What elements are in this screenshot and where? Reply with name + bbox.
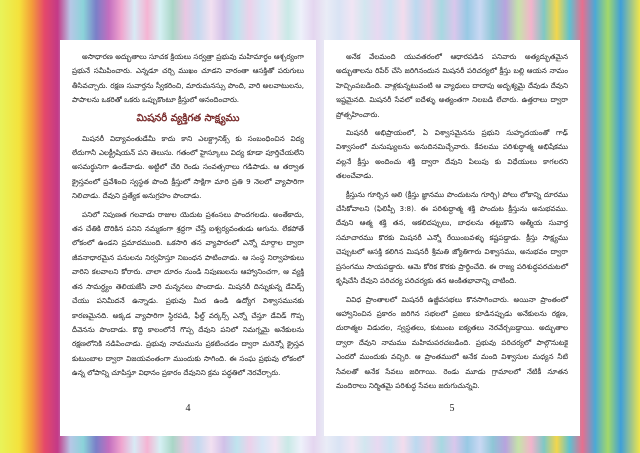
page-number-left: 4 xyxy=(185,403,191,414)
right-paragraph-2: మిషనరీ అభిప్రాయంలో, ఏ విశ్వాసమైనను ప్రభుని సుహృదయంతో గాఢ్ విశ్వాసంలో మనుష్యులను అనుదినమిచ్చేవారు. కేవలము పరిశుద్ధాత్మ అభిషేకము వల్లనే క్రీస్తు అందించు శక్తి ద్వారా దేవుని పిలుపు కు విధేయులు కాగలరని తలంచేవాడు. xyxy=(336,128,568,181)
left-paragraph-3: పనిలో నిపుణత గలవాడు రాజుల యెదుట ప్రశంసలు పొందగలడు. అంతేకాదు, తన చేతికి దొరికిన పనిని నమ్మకంగా శ్రద్ధగా చేస్తే ఐశ్వర్యవంతుడు అగును. లేకపోతే లోకంలో ఉండని ప్రమాదముంది. ఒకసారి తన వ్యాపారంలో ఎన్నో మార్గాల ద్వారా జీవనాధారమైన పనులను నిర్వహిస్తూ నిబంధన పాటించాడు. ఆ సంస్థ నిర్వాహకులు వారిని కలవాలని కోరారు. చాలా దూరం నుండి నిపుణులను ఆహ్వానించగా, ఆ వ్యక్తి తన సామర్థ్యం తెలియజేసి వారి మన్ననలు పొందాడు. మిషనరీ దిన్నుకున్న డేవిడ్స్ చేయు పనిమీదనే ఉన్నాడు. ప్రభువు మీద ఉండి ఉద్యోగ విశ్వాసమునకు కారణమైనది. అక్కడ వ్యాపారిగా స్థిరపడి, ఫీల్డ్ వర్కర్స్ ఎన్నో చేస్తూ డేవిడ్ గొప్ప దీవెనను పొందాడు. కొద్ది కాలంలోనే గొప్ప దేవుని పనిలో నిమగ్నమై అనేకులను రక్షణలోనికి నడిపించాడు. ప్రభువు నామమును ప్రకటించడం ద్వారా మరెన్నో క్రైస్తవ కుటుంబాల ద్వారా విజయవంతంగా ముందుకు సాగింది. ఈ సంఘ ప్రభువు లోకంలో ఉన్న లోపాన్ని చూపిస్తూ విధానం ప్రకారం దేవునిని క్రమ పద్ధతిలో నెరవేర్చారు. xyxy=(72,209,304,378)
right-page xyxy=(324,40,580,436)
page-number-right: 5 xyxy=(449,403,455,414)
right-paragraph-3: క్రీస్తును గూర్చిన ఆలి (క్రీస్తు జ్ఞానము పొందుటను గూర్చి) పోలు లోకాన్ని దూరము చేసికోవాలని (ఫిలిప్పీ 3:8). ఈ పరిశుద్ధాత్మ శక్తి పొందుట క్రీస్తును అనుభవము. దేవుని ఆత్మ శక్తి తన, ఆకలిదప్పులు, బాధలను తట్టుకొని ఆత్మీయ సువార్త సమాచారము కొరకు మిషనరీ ఎన్నో రేయింబవళ్ళు కష్టపడ్డాడు. క్రీస్తు సాక్ష్యము చెప్పుటలో ఆసక్తి కలిగిన మిషనరీ శ్రీమతి జ్యోతిగారు విశ్వాసము, అనుభవం ద్వారా ప్రసంగము సాయపడ్డారు. ఆమె కోరిక కొరకు ప్రార్థించేది. ఈ రాజ్య పరిశుద్ధపరచుటలో కృషిచేసి దేవుని పరిచర్య పరిచర్యకు తన అంకితభావాన్ని చాటింది. xyxy=(336,189,568,286)
section-heading: మిషనరీ వ్యక్తిగత సాక్ష్యము xyxy=(136,112,240,124)
left-page xyxy=(60,40,316,436)
left-paragraph-2: మిషనరీ విద్యావంతుడేమీ కాదు కాని ఎలక్ట్రానిక్స్ కు సంబంధించిన విద్య లేదుగానీ ఎలక్ట్రీషియన్ పని తెలుసు. గతంలో హైస్కూలు విద్య కూడా పూర్తిచేయలేని అసమర్థునిగా ఉండేవాడు. అట్టిలో చేరి రెండు సంవత్సరాలు గడిపాడు. ఆ తర్వాత క్రైస్తవంలో ప్రవేశించి స్వస్థత పొంది క్రీస్తులో సాక్షిగా మారి ప్రతి 9 నెలలో వ్యాపారిగా నిలిచాడు. దేవుని ప్రత్యేక అనుగ్రహం పొందాడు. xyxy=(72,133,304,201)
right-paragraph-4: వివిధ ప్రాంతాలలో మిషనరీ ఉజ్జీవసభలు కొనసాగించారు. అయినా ప్రాంతంలో ఆహ్వానించిన ప్రకారం జరిగిన సభలలో ప్రజలు కూడినప్పుడు అనేకులను రక్షణ, దురాత్మల విడుదల, స్వస్థతలు, కుటుంబ ఐక్యతలు నెరవేర్చబడ్డాయి. అద్భుతాల ద్వారా దేవుని నామము మహిమపరచబడింది. ప్రభువు పరిచర్యలో పాల్గొనుటకై ఎందరో ముందుకు వచ్చిరి. ఆ ప్రాంతములో అనేక మంది విశ్వాసుల మధ్యన నీటి సేవలతో అనేక సేవలు జరిగాయి. రెండు మూడు గ్రామాలలో నేటికీ నూతన మందిరాలు నిర్మితమై పరిశుద్ధ సేవలు జరుగుచున్నవి. xyxy=(336,294,568,390)
left-paragraph-1: అసాధారణ అద్భుతాలు సూచక క్రియలు సర్వత్రా ప్రభువు మహిమార్థం ఆశ్చర్యంగా ప్రభునే సమీపించారు. ఎన్నడూ చర్చి ముఖం చూడని వారంతా ఆసక్తితో పరుగులు తీసివచ్చారు. రక్షణ సువార్తను స్వీకరించి, మారుమనస్సు పొంది, వారి అలవాటులను, పాపాలను ఒకరితో ఒకరు ఒప్పుకొంటూ క్రీస్తులో ఆనందించారు. xyxy=(72,52,304,105)
right-paragraph-1: అనేక వేలమంది యువతరంలో ఆధారపడిన పనివారు అత్యద్భుతమైన అద్భుతాలను రిపేర్ చేసి జరిగినందున మిషనరీ పరిచర్యలో క్రీస్తు బల్లి ఆయన నామం హెచ్చింపబడింది. వాళ్లకున్నటువంటి ఆ వ్యాధులు దాదాపు అదృశ్యమై దేవుడు దేవుని ఇష్టమైనది. మిషనరీ సేవలో ఐదేళ్ళు అత్యంతగా నిలబడి లేచారు. ఉత్తరాలు ద్వారా ప్రోత్సహించారు. xyxy=(336,52,568,119)
